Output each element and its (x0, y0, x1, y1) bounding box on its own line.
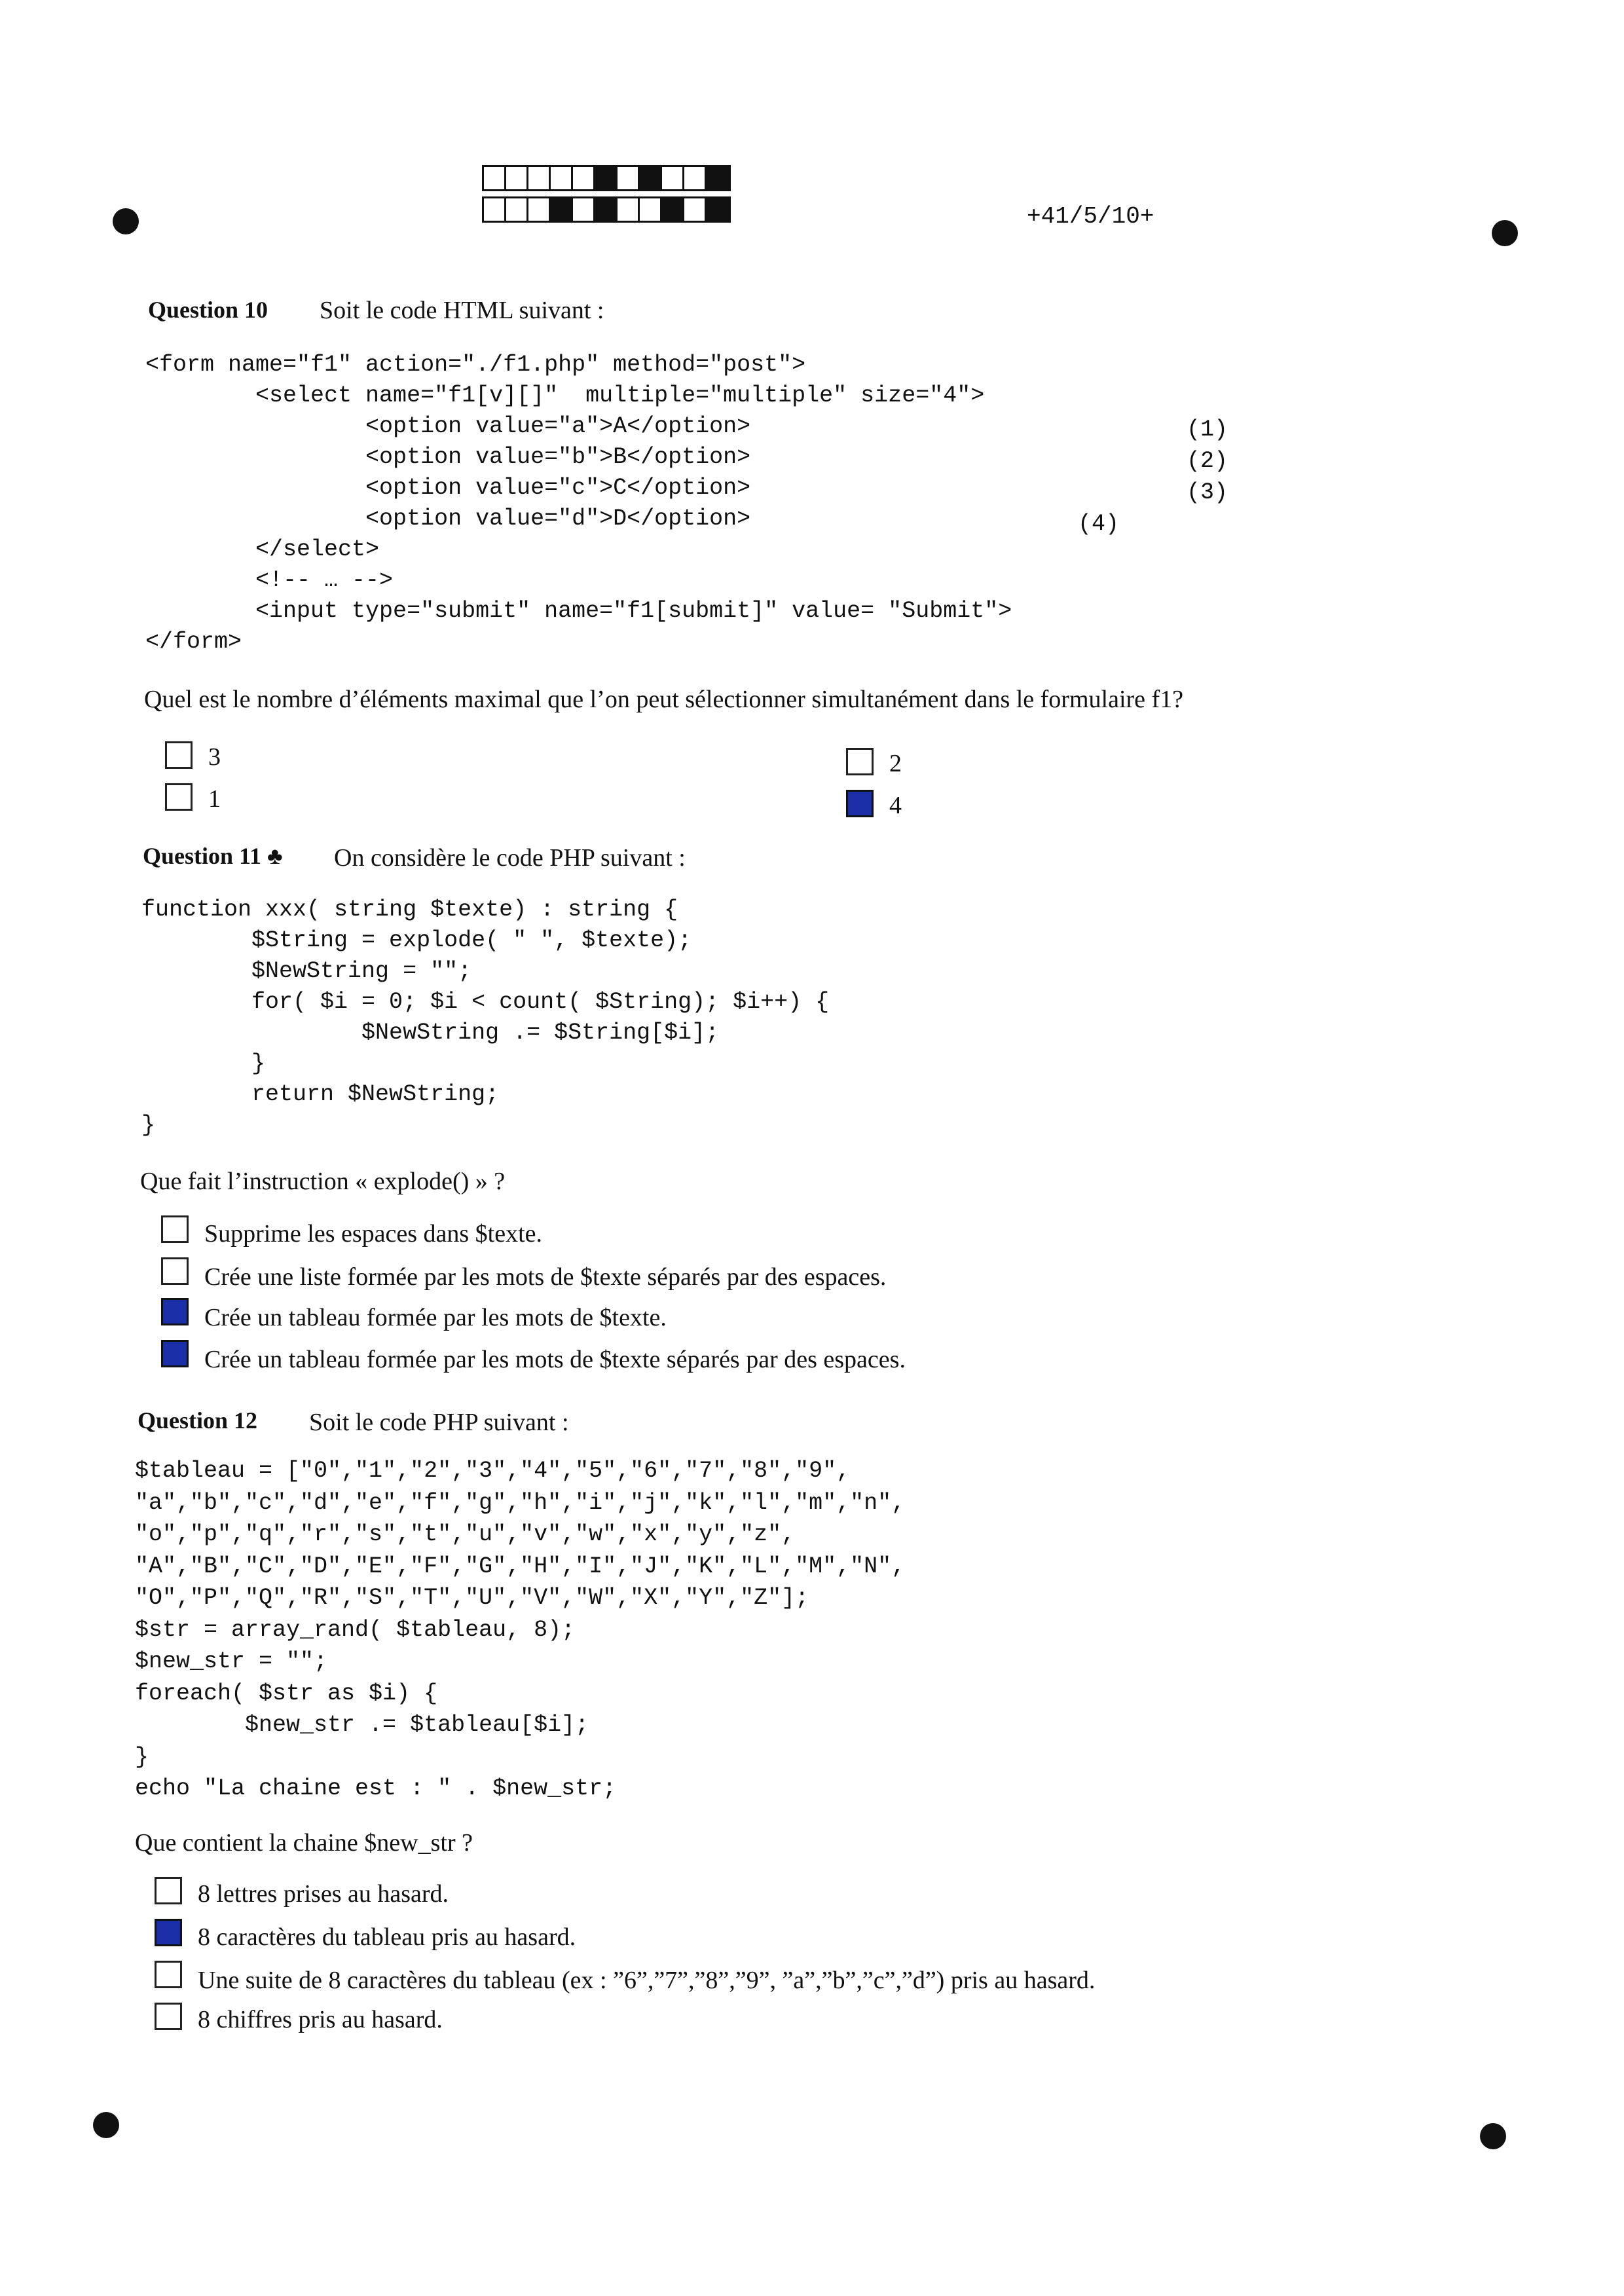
q12-code-line: $tableau = ["0","1","2","3","4","5","6","7","8","9", (135, 1458, 851, 1484)
q10-code-line: <option value="b">B</option> (145, 444, 751, 470)
q12-code-line: $str = array_rand( $tableau, 8); (135, 1616, 576, 1643)
q11-title: On considère le code PHP suivant : (334, 844, 686, 872)
q10-marker-1: (1) (1187, 417, 1228, 443)
registration-dot-top-left (113, 208, 139, 234)
q12-code-line: "O","P","Q","R","S","T","U","V","W","X","Y","Z"]; (135, 1585, 809, 1611)
q12-option-1-checkbox[interactable] (155, 1877, 182, 1904)
q10-option-3-checkbox[interactable] (165, 741, 193, 769)
barcode-cell (573, 167, 595, 189)
barcode-cell (528, 198, 551, 221)
q11-code-line: } (141, 1112, 156, 1138)
q11-code-line: $NewString = ""; (141, 958, 472, 984)
q12-prompt: Que contient la chaine $new_str ? (135, 1829, 473, 1857)
barcode-cell (684, 198, 707, 221)
q12-code-line: foreach( $str as $i) { (135, 1680, 438, 1707)
q12-label: Question 12 (138, 1407, 258, 1434)
q11-code-line: $NewString .= $String[$i]; (141, 1020, 720, 1046)
q10-code-block (145, 350, 1012, 657)
q10-label: Question 10 (148, 297, 268, 323)
barcode-cell (484, 198, 506, 221)
q10-title: Soit le code HTML suivant : (320, 297, 604, 324)
q10-code-line: <!-- … --> (145, 567, 394, 593)
q12-option-3-checkbox[interactable] (155, 1961, 182, 1988)
barcode-row-1 (482, 165, 731, 191)
q12-code-line: "A","B","C","D","E","F","G","H","I","J","K","L","M","N", (135, 1553, 906, 1580)
q11-code-line: $String = explode( " ", $texte); (141, 927, 692, 954)
q12-code-line: $new_str .= $tableau[$i]; (135, 1712, 589, 1738)
q10-code-line: </form> (145, 629, 242, 655)
q10-code-line: <input type="submit" name="f1[submit]" value= "Submit"> (145, 598, 1012, 624)
q11-label: Question 11 ♣ (143, 843, 283, 869)
q10-option-2-checkbox[interactable] (846, 748, 874, 775)
barcode-cell (618, 198, 640, 221)
q10-prompt: Quel est le nombre d’éléments maximal que l’on peut sélectionner simultanément dans le formulaire f1? (144, 686, 1184, 713)
barcode-row-2 (482, 196, 731, 223)
barcode-cell (707, 167, 729, 189)
q10-option-1-label: 1 (208, 785, 221, 813)
q11-code-line: } (141, 1050, 266, 1077)
q10-code-line: <option value="c">C</option> (145, 475, 751, 501)
barcode-cell (506, 198, 528, 221)
q11-option-3-label: Crée un tableau formée par les mots de $texte. (204, 1304, 667, 1331)
q12-option-2-checkbox[interactable] (155, 1919, 182, 1946)
barcode-cell (484, 167, 506, 189)
barcode-cell (618, 167, 640, 189)
q12-code-line: $new_str = ""; (135, 1648, 328, 1675)
registration-dot-bottom-left (93, 2112, 119, 2138)
barcode-cell (640, 198, 662, 221)
q10-code-line: <form name="f1" action="./f1.php" method="post"> (145, 352, 806, 378)
q11-code-line: for( $i = 0; $i < count( $String); $i++) { (141, 989, 830, 1015)
q10-option-3-label: 3 (208, 743, 221, 771)
q10-marker-4: (4) (1078, 511, 1120, 537)
page-code: +41/5/10+ (1027, 203, 1154, 230)
q12-option-2-label: 8 caractères du tableau pris au hasard. (198, 1923, 576, 1951)
q10-code-line: </select> (145, 536, 380, 563)
q12-code-line: echo "La chaine est : " . $new_str; (135, 1775, 617, 1802)
q12-code-line: "a","b","c","d","e","f","g","h","i","j","k","l","m","n", (135, 1489, 906, 1516)
q12-option-3-label: Une suite de 8 caractères du tableau (ex : ”6”,”7”,”8”,”9”, ”a”,”b”,”c”,”d”) pris au hasard. (198, 1967, 1096, 1994)
barcode-cell (684, 167, 707, 189)
q11-option-2-label: Crée une liste formée par les mots de $texte séparés par des espaces. (204, 1263, 887, 1291)
q10-marker-3: (3) (1187, 479, 1228, 506)
barcode-cell (551, 167, 573, 189)
q11-option-2-checkbox[interactable] (161, 1257, 189, 1285)
q10-code-line: <option value="a">A</option> (145, 413, 751, 439)
q12-title: Soit le code PHP suivant : (309, 1409, 569, 1436)
barcode-cell (573, 198, 595, 221)
registration-dot-top-right (1492, 220, 1518, 246)
q12-code-line: "o","p","q","r","s","t","u","v","w","x","y","z", (135, 1521, 796, 1547)
barcode-cell (551, 198, 573, 221)
q11-option-4-checkbox[interactable] (161, 1340, 189, 1367)
q12-code-block (135, 1455, 905, 1805)
barcode-cell (662, 198, 684, 221)
q11-code-block (141, 895, 829, 1141)
q11-option-1-checkbox[interactable] (161, 1215, 189, 1243)
q10-option-4-label: 4 (889, 792, 902, 819)
q11-code-line: return $NewString; (141, 1081, 500, 1107)
q11-option-3-checkbox[interactable] (161, 1298, 189, 1325)
q12-option-4-label: 8 chiffres pris au hasard. (198, 2006, 443, 2033)
q11-option-4-label: Crée un tableau formée par les mots de $texte séparés par des espaces. (204, 1346, 906, 1373)
barcode-cell (640, 167, 662, 189)
q10-option-4-checkbox[interactable] (846, 790, 874, 817)
q10-marker-2: (2) (1187, 448, 1228, 474)
q11-option-1-label: Supprime les espaces dans $texte. (204, 1220, 543, 1248)
q12-code-line: } (135, 1743, 149, 1770)
barcode-cell (528, 167, 551, 189)
q11-prompt: Que fait l’instruction « explode() » ? (140, 1168, 506, 1195)
barcode-cell (707, 198, 729, 221)
barcode-cell (595, 167, 618, 189)
q10-option-1-checkbox[interactable] (165, 783, 193, 811)
barcode-cell (595, 198, 618, 221)
q10-option-2-label: 2 (889, 750, 902, 777)
q10-code-line: <select name="f1[v][]" multiple="multiple" size="4"> (145, 382, 985, 409)
barcode-cell (662, 167, 684, 189)
q10-code-line: <option value="d">D</option> (145, 506, 751, 532)
q12-option-4-checkbox[interactable] (155, 2003, 182, 2030)
registration-dot-bottom-right (1480, 2123, 1506, 2149)
q11-code-line: function xxx( string $texte) : string { (141, 897, 678, 923)
barcode-cell (506, 167, 528, 189)
q12-option-1-label: 8 lettres prises au hasard. (198, 1880, 449, 1908)
